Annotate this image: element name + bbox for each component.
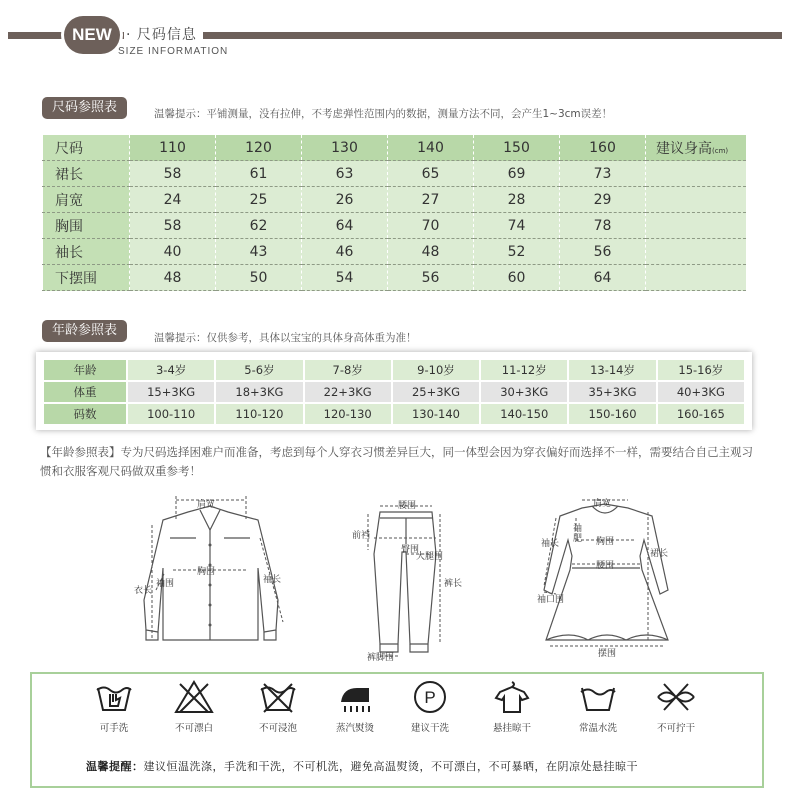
table-cell: 40 — [130, 239, 216, 265]
table-cell — [646, 213, 747, 239]
header-cell: 120 — [216, 135, 302, 161]
table-cell: 74 — [474, 213, 560, 239]
care-item — [472, 680, 552, 734]
care-item — [636, 680, 716, 734]
pants-rise-label: 前裆 — [352, 531, 371, 541]
table-cell: 63 — [302, 161, 388, 187]
table-cell: 27 — [388, 187, 474, 213]
header-cell: 160 — [560, 135, 646, 161]
size-table — [42, 135, 746, 291]
table-row — [43, 161, 747, 187]
dress-diagram — [530, 490, 680, 660]
care-label: 蒸汽熨烫 — [335, 723, 374, 734]
table-cell: 30+3KG — [480, 381, 568, 403]
dress-hem-label: 摆围 — [598, 649, 617, 659]
paragraph-text: 专为尺码选择困难户而准备，考虑到每个人穿衣习惯差异巨大，同一体型会因为穿衣偏好而选择不一样，需要结合自己主观习惯和衣服客观尺码做双重参考！ — [40, 445, 753, 478]
care-item — [315, 680, 395, 734]
table-cell: 5-6岁 — [215, 359, 303, 381]
table-cell: 140-150 — [480, 403, 568, 425]
normal-wash-icon — [578, 680, 618, 714]
table-row — [43, 381, 745, 403]
table-cell: 65 — [388, 161, 474, 187]
table-cell: 25 — [216, 187, 302, 213]
table-row — [43, 213, 747, 239]
table-cell: 26 — [302, 187, 388, 213]
care-reminder — [86, 758, 638, 774]
table-cell: 43 — [216, 239, 302, 265]
table-row — [43, 239, 747, 265]
table-cell: 48 — [130, 265, 216, 291]
care-label: 可手洗 — [99, 723, 129, 734]
care-reminder-label: 温馨提醒： — [86, 760, 144, 773]
table-cell: 54 — [302, 265, 388, 291]
care-item — [238, 680, 318, 734]
shirt-cuff-label: 袖围 — [156, 579, 175, 589]
table-cell: 130-140 — [392, 403, 480, 425]
table-cell: 120-130 — [304, 403, 392, 425]
table-cell: 56 — [560, 239, 646, 265]
table-cell: 60 — [474, 265, 560, 291]
row-label: 下摆围 — [43, 265, 130, 291]
table-cell: 15+3KG — [127, 381, 215, 403]
table-cell: 50 — [216, 265, 302, 291]
dress-shoulder-label: 肩宽 — [593, 499, 612, 509]
row-label: 年龄 — [43, 359, 127, 381]
dress-length-label: 裙长 — [650, 549, 669, 559]
age-table-note: 温馨提示：仅供参考，具体以宝宝的具体身高体重为准！ — [154, 332, 417, 344]
table-cell: 64 — [560, 265, 646, 291]
care-label: 不可拧干 — [656, 723, 695, 734]
table-cell: 29 — [560, 187, 646, 213]
pants-thigh-label: 大腿围 — [416, 552, 444, 562]
table-cell: 160-165 — [657, 403, 745, 425]
table-cell: 70 — [388, 213, 474, 239]
table-header-row — [43, 135, 747, 161]
table-cell: 25+3KG — [392, 381, 480, 403]
header-cell: 130 — [302, 135, 388, 161]
table-cell: 18+3KG — [215, 381, 303, 403]
no-wring-icon — [656, 680, 696, 714]
dress-cuff-label: 袖口围 — [537, 595, 565, 605]
care-item — [74, 680, 154, 734]
header-cell: 110 — [130, 135, 216, 161]
table-cell: 15-16岁 — [657, 359, 745, 381]
table-cell: 62 — [216, 213, 302, 239]
care-item — [558, 680, 638, 734]
care-label: 不可浸泡 — [258, 723, 297, 734]
shirt-length-label: 衣长 — [134, 586, 153, 596]
table-cell: 9-10岁 — [392, 359, 480, 381]
height-unit: (cm) — [712, 146, 729, 155]
table-row — [43, 403, 745, 425]
svg-text:P: P — [424, 688, 436, 707]
header-cell: 尺码 — [43, 135, 130, 161]
table-cell — [646, 265, 747, 291]
table-cell — [646, 239, 747, 265]
table-cell: 100-110 — [127, 403, 215, 425]
table-cell: 28 — [474, 187, 560, 213]
dress-armhole-label: 袖肥 — [573, 524, 583, 544]
care-item — [154, 680, 234, 734]
age-reference-paragraph — [40, 443, 755, 481]
table-cell: 58 — [130, 213, 216, 239]
dress-waist-label: 腰围 — [596, 561, 615, 571]
row-label: 袖长 — [43, 239, 130, 265]
table-cell: 110-120 — [215, 403, 303, 425]
care-item — [390, 680, 470, 734]
table-row — [43, 359, 745, 381]
row-label: 体重 — [43, 381, 127, 403]
care-label: 建议干洗 — [410, 723, 449, 734]
size-table-note: 温馨提示：平铺测量，没有拉伸，不考虑弹性范围内的数据，测量方法不同，会产生1~3cm误差！ — [154, 108, 613, 120]
row-label: 肩宽 — [43, 187, 130, 213]
shirt-chest-label: 胸围 — [197, 567, 216, 577]
table-cell: 35+3KG — [568, 381, 656, 403]
table-cell: 52 — [474, 239, 560, 265]
row-label: 胸围 — [43, 213, 130, 239]
table-cell: 64 — [302, 213, 388, 239]
table-cell: 46 — [302, 239, 388, 265]
table-cell: 150-160 — [568, 403, 656, 425]
table-cell — [646, 161, 747, 187]
shirt-shoulder-label: 肩宽 — [197, 500, 216, 510]
shirt-sleeve-label: 袖长 — [263, 575, 282, 585]
table-cell: 22+3KG — [304, 381, 392, 403]
paragraph-prefix: 【年龄参照表】 — [40, 445, 121, 459]
no-bleach-icon — [174, 680, 214, 714]
pants-waist-label: 腰围 — [398, 501, 417, 511]
age-table-tag: 年龄参照表 — [42, 320, 127, 342]
header-cell: 140 — [388, 135, 474, 161]
care-label: 悬挂晾干 — [492, 723, 531, 734]
row-label: 码数 — [43, 403, 127, 425]
care-label: 常温水洗 — [578, 723, 617, 734]
dress-sleeve-label: 袖长 — [541, 539, 560, 549]
table-cell: 24 — [130, 187, 216, 213]
table-cell: 58 — [130, 161, 216, 187]
new-badge: NEW — [64, 16, 120, 54]
table-cell: 13-14岁 — [568, 359, 656, 381]
header-cell: 150 — [474, 135, 560, 161]
steam-iron-icon — [335, 680, 375, 714]
table-row — [43, 265, 747, 291]
dry-clean-icon — [410, 680, 450, 714]
care-reminder-text: 建议恒温洗涤，手洗和干洗，不可机洗，避免高温熨烫，不可漂白，不可暴晒，在阴凉处悬挂晾干 — [143, 760, 638, 773]
pants-hip-label: 臀围 — [401, 545, 420, 555]
care-label: 不可漂白 — [174, 723, 213, 734]
row-label: 裙长 — [43, 161, 130, 187]
table-cell: 73 — [560, 161, 646, 187]
height-label: 建议身高 — [656, 140, 712, 157]
table-cell: 7-8岁 — [304, 359, 392, 381]
size-table-tag: 尺码参照表 — [42, 97, 127, 119]
dress-chest-label: 胸围 — [596, 537, 615, 547]
section-subtitle: SIZE INFORMATION — [118, 46, 229, 57]
table-cell: 61 — [216, 161, 302, 187]
no-soak-icon — [258, 680, 298, 714]
table-cell: 56 — [388, 265, 474, 291]
table-cell: 3-4岁 — [127, 359, 215, 381]
pants-length-label: 裤长 — [444, 579, 463, 589]
header-cell — [646, 135, 747, 161]
table-cell — [646, 187, 747, 213]
pants-hem-label: 裤脚围 — [367, 653, 395, 663]
table-cell: 11-12岁 — [480, 359, 568, 381]
table-cell: 69 — [474, 161, 560, 187]
hang-dry-icon — [492, 680, 532, 714]
table-row — [43, 187, 747, 213]
table-cell: 40+3KG — [657, 381, 745, 403]
age-table — [42, 358, 746, 426]
table-cell: 48 — [388, 239, 474, 265]
hand-wash-icon — [94, 680, 134, 714]
table-cell: 78 — [560, 213, 646, 239]
section-title: · 尺码信息 — [124, 24, 203, 44]
